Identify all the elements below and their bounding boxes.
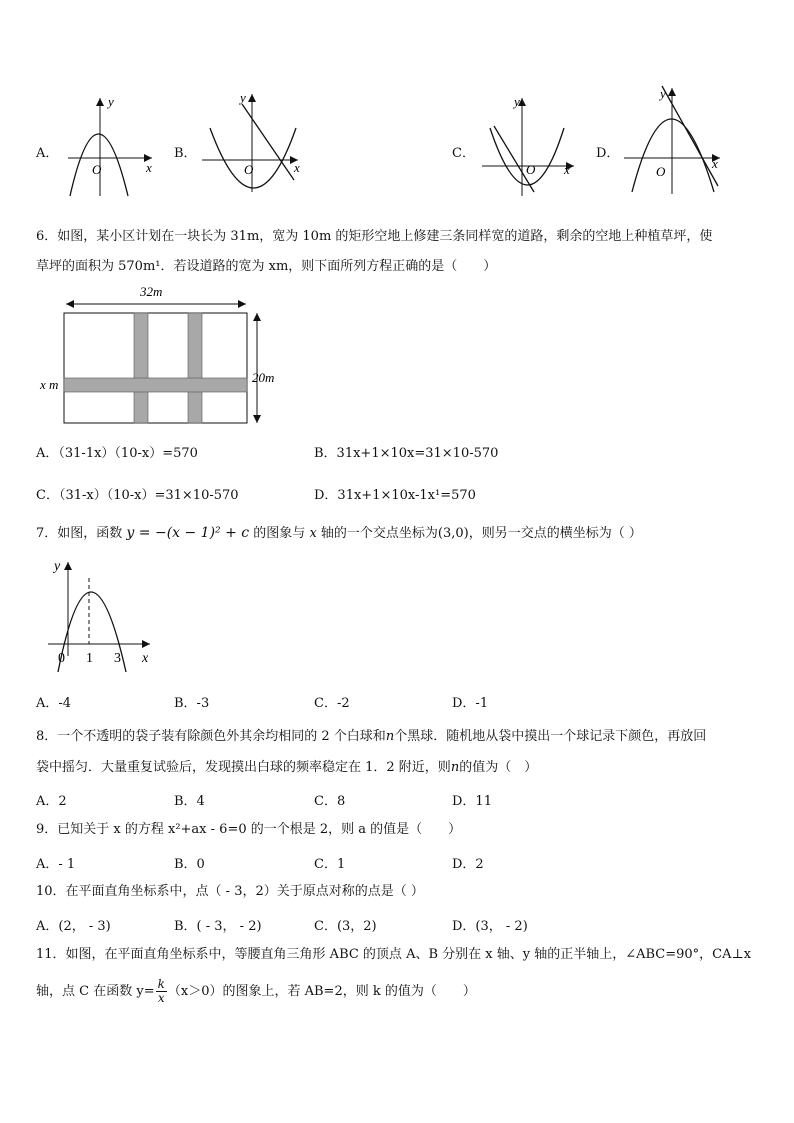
q7-option-a: A．-4 (36, 696, 72, 711)
q5-c-x: x (564, 162, 570, 177)
q8-line-2 (36, 755, 537, 781)
q7-fig-3: 3 (114, 651, 121, 666)
q11-fraction (156, 978, 167, 1005)
q5-d-o: O (656, 164, 666, 179)
q9-option-d: D．2 (452, 857, 484, 872)
q11-line-2 (36, 978, 476, 1005)
q10-option-a: A．(2， - 3) (36, 919, 111, 934)
q6-option-a: A．（31-1x）（10-x）=570 (36, 446, 198, 461)
q5-graph-b (198, 88, 310, 198)
q11-line-1: 11．如图，在平面直角坐标系中，等腰直角三角形 ABC 的顶点 A、B 分别在 x 轴、y 轴的正半轴上，∠ABC=90°，CA⊥x (36, 947, 752, 962)
q10-option-c: C．(3，2) (314, 919, 377, 934)
q8-option-a: A．2 (36, 794, 67, 809)
q8-line-2a: 袋中摇匀．大量重复试验后，发现摸出白球的频率稳定在 1．2 附近，则 (36, 760, 451, 775)
q7-prefix: 7．如图，函数 (36, 526, 123, 541)
q5-b-x: x (294, 160, 300, 175)
q7-option-c: C．-2 (314, 696, 350, 711)
q8-option-b: B．4 (174, 794, 205, 809)
q8-option-c: C．8 (314, 794, 346, 809)
q5-b-o: O (244, 162, 254, 177)
q5-d-y: y (660, 86, 666, 101)
q7-fig-1: 1 (86, 651, 93, 666)
q5-graph-a (60, 92, 160, 202)
q5-b-y: y (240, 90, 246, 105)
q6-option-c: C．（31-x）（10-x）=31×10-570 (36, 488, 239, 503)
q7-option-d: D．-1 (452, 696, 489, 711)
q11-line-2b: （x＞0）的图象上，若 AB=2，则 k 的值为（ ） (167, 984, 476, 999)
q6-line-2: 草坪的面积为 570m¹．若设道路的宽为 xm，则下面所列方程正确的是（ ） (36, 259, 497, 274)
q5-a-y: y (108, 94, 114, 109)
q5-c-y: y (514, 94, 520, 109)
q5-a-x: x (146, 160, 152, 175)
q5-option-a-label: A． (36, 146, 59, 161)
q8-line-2b: 的值为（ ） (459, 760, 538, 775)
q7-suffix: 轴的一个交点坐标为(3,0)，则另一交点的横坐标为（ ） (320, 526, 642, 541)
q8-option-d: D．11 (452, 794, 492, 809)
q5-a-o: O (92, 162, 102, 177)
q7-mid: 的图象与 (253, 526, 306, 541)
q10-stem: 10．在平面直角坐标系中，点（ - 3，2）关于原点对称的点是（ ） (36, 884, 424, 899)
q9-option-a: A．- 1 (36, 857, 76, 872)
q8-line-1 (36, 724, 706, 750)
q6-figure (36, 282, 296, 432)
q8-line-1b: 个黑球．随机地从袋中摸出一个球记录下颜色，再放回 (394, 729, 707, 744)
q6-fig-width: 32m (140, 284, 163, 299)
q11-fraction-numerator: k (157, 977, 165, 991)
q8-line-1a: 8．一个不透明的袋子装有除颜色外其余均相同的 2 个白球和 (36, 729, 386, 744)
q7-option-b: B．-3 (174, 696, 210, 711)
q5-c-o: O (526, 162, 536, 177)
q9-option-b: B．0 (174, 857, 205, 872)
q7-fig-0: 0 (58, 651, 65, 666)
q7-fig-y: y (54, 559, 61, 574)
q5-option-d-label: D． (596, 146, 620, 161)
q7-figure (44, 556, 174, 674)
q11-line-2a: 轴，点 C 在函数 y= (36, 984, 155, 999)
q6-option-d: D．31x+1×10x-1x¹=570 (314, 488, 476, 503)
q9-stem: 9．已知关于 x 的方程 x²+ax - 6=0 的一个根是 2，则 a 的值是（ ） (36, 822, 462, 837)
q7-axis-var: x (309, 526, 317, 541)
q6-fig-height: 20m (252, 370, 275, 385)
q7-fig-x: x (142, 651, 149, 666)
q10-option-d: D．(3， - 2) (452, 919, 528, 934)
q5-graph-c (478, 92, 578, 202)
q9-option-c: C．1 (314, 857, 346, 872)
q10-option-b: B．( - 3， - 2) (174, 919, 262, 934)
q5-option-b-label: B． (174, 146, 197, 161)
q8-n-var-2: n (450, 760, 460, 775)
q7-formula: y = −(x − 1)² + c (126, 525, 250, 541)
q5-graph-d (620, 82, 724, 200)
q8-n-var-1: n (385, 729, 395, 744)
q11-fraction-denominator: x (157, 991, 165, 1005)
q6-line-1: 6．如图，某小区计划在一块长为 31m，宽为 10m 的矩形空地上修建三条同样宽的道路，剩余的空地上种植草坪，使 (36, 229, 713, 244)
q6-option-b: B．31x+1×10x=31×10-570 (314, 446, 499, 461)
q7-stem (36, 520, 642, 547)
q6-fig-road: x m (40, 377, 59, 392)
q5-option-c-label: C． (452, 146, 475, 161)
q5-d-x: x (712, 156, 718, 171)
